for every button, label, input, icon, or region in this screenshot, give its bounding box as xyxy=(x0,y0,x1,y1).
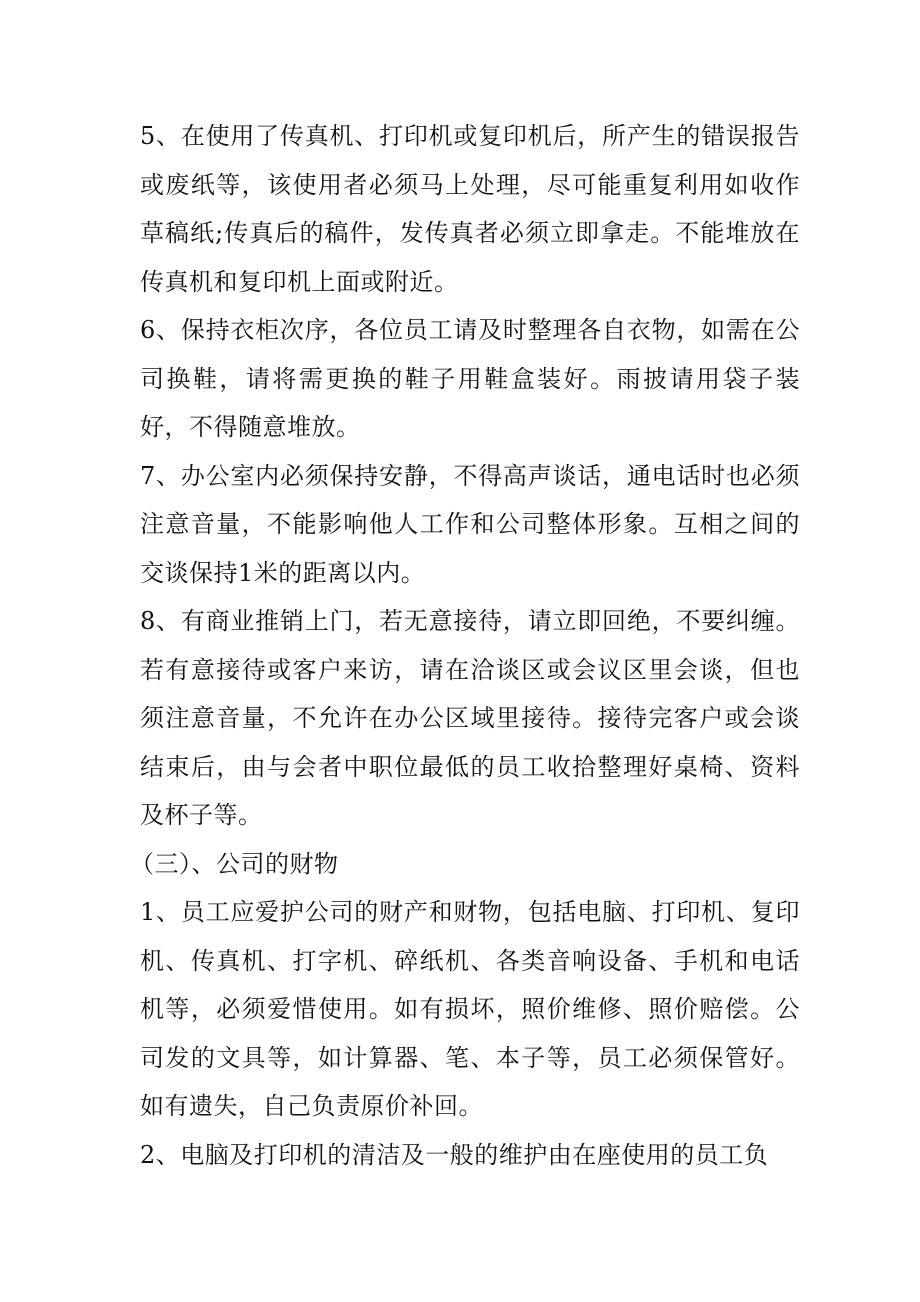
paragraph-item-5: 5、在使用了传真机、打印机或复印机后，所产生的错误报告或废纸等，该使用者必须马上处理，尽可能重复利用如收作草稿纸;传真后的稿件，发传真者必须立即拿走。不能堆放在传真机和复印机上面或附近。 xyxy=(140,122,800,296)
section-heading-company-property: （三）、公司的财物 xyxy=(130,849,339,878)
section-paragraph-1: 1、员工应爱护公司的财产和财物，包括电脑、打印机、复印机、传真机、打字机、碎纸机、各类音响设备、手机和电话机等，必须爱惜使用。如有损坏，照价维修、照价赔偿。公司发的文具等，如计算器、笔、本子等，员工必须保管好。如有遗失，自己负责原价补回。 xyxy=(140,898,800,1120)
paragraph-item-6: 6、保持衣柜次序，各位员工请及时整理各自衣物，如需在公司换鞋，请将需更换的鞋子用鞋盒装好。雨披请用袋子装好，不得随意堆放。 xyxy=(140,316,800,441)
paragraph-item-7: 7、办公室内必须保持安静，不得高声谈话，通电话时也必须注意音量，不能影响他人工作和公司整体形象。互相之间的交谈保持1米的距离以内。 xyxy=(140,461,800,587)
section-paragraph-2: 2、电脑及打印机的清洁及一般的维护由在座使用的员工负 xyxy=(140,1140,769,1169)
document-page xyxy=(130,112,800,1179)
paragraph-item-8: 8、有商业推销上门，若无意接待，请立即回绝，不要纠缠。若有意接待或客户来访，请在洽谈区或会议区里会谈，但也须注意音量，不允许在办公区域里接待。接待完客户或会谈结束后，由与会者中职位最低的员工收拾整理好桌椅、资料及杯子等。 xyxy=(140,607,800,829)
